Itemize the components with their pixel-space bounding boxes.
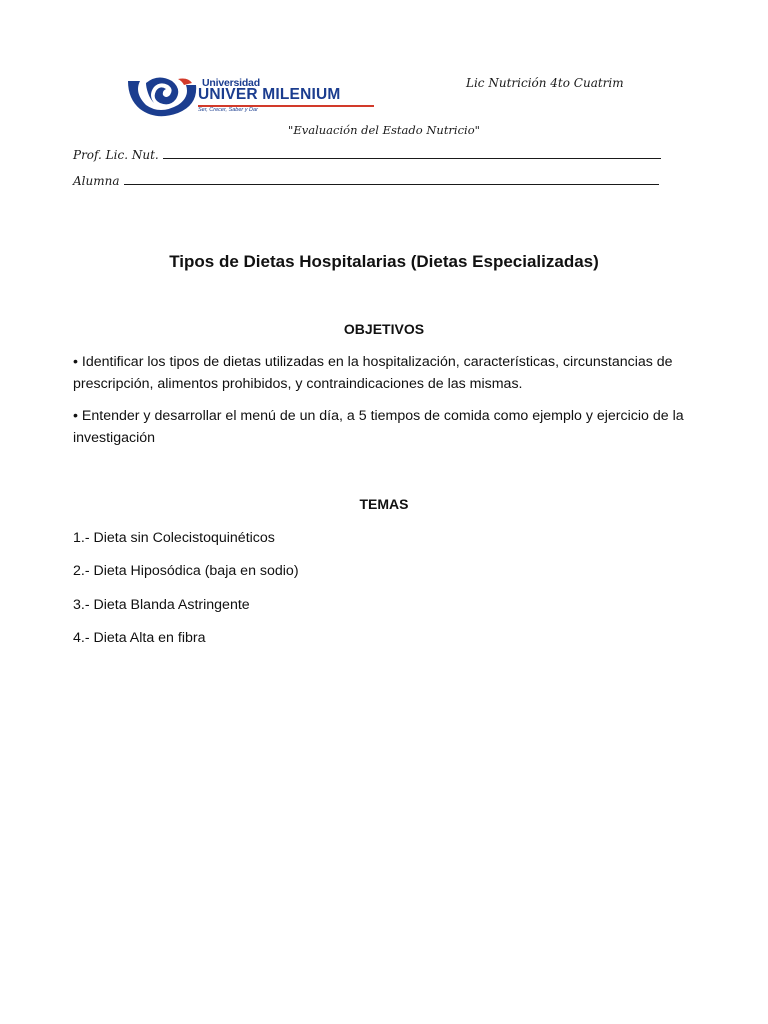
- objective-item: • Identificar los tipos de dietas utilizadas en la hospitalización, características, circunstancias de prescripción, alimentos prohibidos, y contraindicaciones de las mismas.: [73, 354, 673, 392]
- logo-top-word: Universidad: [202, 77, 260, 89]
- topics-heading: TEMAS: [359, 496, 409, 512]
- university-logo-mark: [126, 75, 198, 117]
- topic-item: 3.- Dieta Blanda Astringente: [73, 597, 250, 613]
- document-title: Tipos de Dietas Hospitalarias (Dietas Especializadas): [169, 252, 599, 271]
- topic-item: 4.- Dieta Alta en fibra: [73, 630, 206, 646]
- university-logo: [126, 75, 376, 117]
- professor-label: Prof. Lic. Nut.: [73, 148, 159, 162]
- student-label: Alumna: [73, 174, 120, 188]
- professor-blank-line: [163, 158, 661, 159]
- logo-university-name: UNIVER MILENIUM: [198, 86, 341, 103]
- professor-field: [73, 144, 661, 162]
- course-header: Lic Nutrición 4to Cuatrim: [466, 76, 624, 90]
- objective-item: • Entender y desarrollar el menú de un día, a 5 tiempos de comida como ejemplo y ejercicio de la investigación: [73, 408, 684, 446]
- student-blank-line: [124, 184, 660, 185]
- topic-item: 1.- Dieta sin Colecistoquinéticos: [73, 530, 275, 546]
- logo-tagline: Ser, Crecer, Saber y Dar: [198, 107, 258, 113]
- objectives-heading: OBJETIVOS: [343, 321, 425, 337]
- topic-item: 2.- Dieta Hiposódica (baja en sodio): [73, 563, 299, 579]
- student-field: [73, 170, 659, 188]
- evaluation-header: "Evaluación del Estado Nutricio": [288, 123, 480, 137]
